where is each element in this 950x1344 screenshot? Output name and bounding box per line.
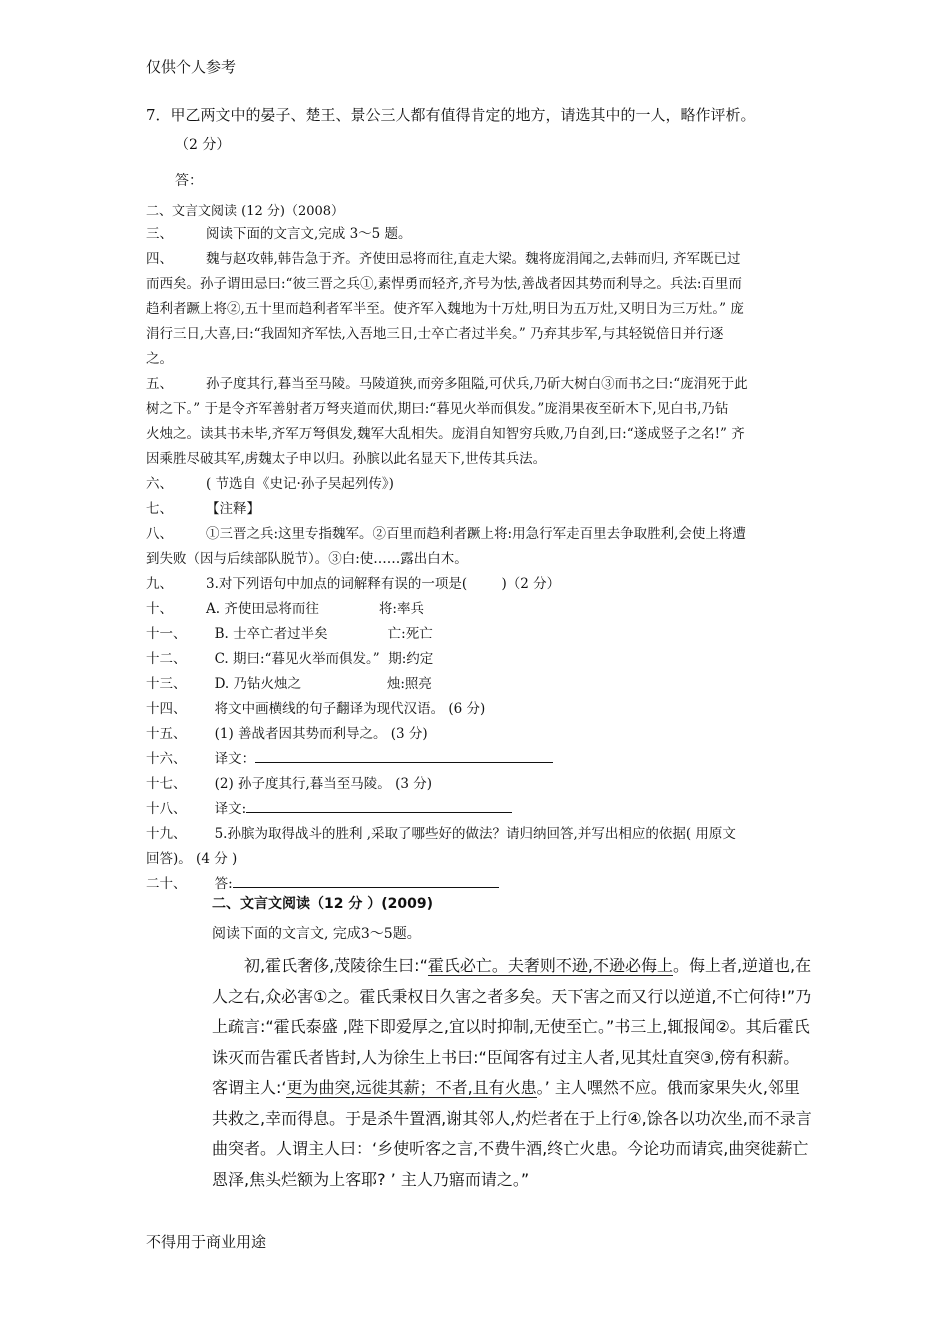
numbered-line bbox=[146, 597, 812, 622]
underlined-sentence: 更为曲突,远徙其薪；不者,且有火患 bbox=[286, 1078, 537, 1097]
line-number: 十五、 bbox=[146, 726, 187, 742]
line-number: 十三、 bbox=[146, 676, 187, 692]
numbered-line bbox=[146, 697, 812, 722]
line-continuation: 而西矣。孙子谓田忌曰:“彼三晋之兵①,素悍勇而轻齐,齐号为怯,善战者因其势而利导之。兵法:百里而 bbox=[146, 276, 742, 292]
numbered-line bbox=[146, 222, 812, 247]
question-7: 7．甲乙两文中的晏子、楚王、景公三人都有值得肯定的地方，请选其中的一人，略作评析。 bbox=[146, 106, 756, 124]
numbered-line bbox=[146, 797, 812, 822]
numbered-line bbox=[146, 647, 812, 672]
line-text: 将文中画横线的句子翻译为现代汉语。 (6 分) bbox=[206, 701, 486, 717]
line-text: 5.孙膑为取得战斗的胜利 ,采取了哪些好的做法？请归纳回答,并写出相应的依据( 用原文 bbox=[206, 826, 736, 842]
line-number: 十四、 bbox=[146, 701, 187, 717]
line-text: ①三晋之兵:这里专指魏军。②百里而趋利者蹶上将:用急行军走百里去争取胜利,会使上将遭 bbox=[206, 526, 746, 542]
passage-text: 。侮上者,逆道也,在人之右,众必害①之。霍氏秉权日久害之者多矣。天下害之而又行以逆道,不亡何待!”乃上疏言:“霍氏泰盛 ,陛下即爱厚之,宜以时抑制,无使至亡。”书三上,辄报闻②。其后霍氏诛灭而告霍氏者皆封,人为徐生上书曰:“臣闻客有过主人者,见其灶直突③,傍有积薪。客谓主人:‘ bbox=[212, 956, 812, 1097]
answer-blank[interactable] bbox=[255, 748, 553, 763]
underlined-sentence: 霍氏必亡。夫奢则不逊,不逊必侮上 bbox=[427, 956, 673, 975]
line-continuation: 之。 bbox=[146, 351, 173, 367]
passage-text: 。’ 主人嘿然不应。俄而家果失火,邻里共救之,幸而得息。于是杀牛置酒,谢其邻人,灼烂者在于上行④,馀各以功次坐,而不录言曲突者。人谓主人曰：‘乡使听客之言,不费牛酒,终亡火患。今论功而请宾,曲突徙薪亡恩泽,焦头烂额为上客耶? ’ 主人乃寤而请之。” bbox=[212, 1078, 812, 1189]
line-number: 三、 bbox=[146, 226, 173, 242]
numbered-line bbox=[146, 747, 812, 772]
line-number: 十、 bbox=[146, 601, 173, 617]
line-text: 答: bbox=[206, 872, 812, 897]
line-continuation: 树之下。” 于是令齐军善射者万弩夹道而伏,期曰:“暮见火举而俱发。”庞涓果夜至斫木下,见白书,乃钻 bbox=[146, 401, 729, 417]
line-text: (2) 孙子度其行,暮当至马陵。 (3 分) bbox=[206, 776, 432, 792]
question-7-score: （2 分） bbox=[175, 137, 231, 153]
line-continuation: 趋利者蹶上将②,五十里而趋利者军半至。使齐军入魏地为十万灶,明日为五万灶,又明日为三万灶。” 庞 bbox=[146, 301, 744, 317]
line-number: 六、 bbox=[146, 476, 173, 492]
page-header: 仅供个人参考 bbox=[146, 58, 237, 76]
line-continuation: 涓行三日,大喜,曰:“我固知齐军怯,入吾地三日,士卒亡者过半矣。” 乃弃其步军,与其轻锐倍日并行逐 bbox=[146, 326, 724, 342]
passage-text: 初,霍氏奢侈,茂陵徐生曰:“ bbox=[244, 956, 428, 975]
line-number: 十九、 bbox=[146, 826, 187, 842]
line-number: 五、 bbox=[146, 376, 173, 392]
section-2008-body bbox=[146, 222, 812, 897]
line-text: ( 节选自《史记·孙子吴起列传》) bbox=[206, 476, 394, 492]
line-number: 十六、 bbox=[146, 751, 187, 767]
line-number: 十一、 bbox=[146, 626, 187, 642]
numbered-line bbox=[146, 772, 812, 797]
line-text: 【注释】 bbox=[206, 501, 260, 517]
numbered-line bbox=[146, 472, 812, 497]
section-2009-intro: 阅读下面的文言文, 完成3～5题。 bbox=[212, 926, 421, 942]
answer-blank[interactable] bbox=[246, 798, 512, 813]
numbered-line bbox=[146, 622, 812, 647]
line-continuation: 到失败（因与后续部队脱节）。③白:使……露出白木。 bbox=[146, 551, 468, 567]
section-2008-title: 二、文言文阅读 (12 分)（2008） bbox=[146, 204, 345, 219]
numbered-line bbox=[146, 822, 812, 847]
numbered-line bbox=[146, 522, 812, 547]
line-text: 译文： bbox=[206, 747, 812, 772]
line-text: B. 士卒亡者过半矣 亡:死亡 bbox=[206, 626, 433, 642]
line-number: 十八、 bbox=[146, 801, 187, 817]
line-text: 阅读下面的文言文,完成 3～5 题。 bbox=[206, 226, 412, 242]
line-number: 四、 bbox=[146, 251, 173, 267]
line-number: 二十、 bbox=[146, 876, 187, 892]
line-text: 3.对下列语句中加点的词解释有误的一项是( )（2 分） bbox=[206, 576, 561, 592]
numbered-line bbox=[146, 497, 812, 522]
line-number: 七、 bbox=[146, 501, 173, 517]
line-number: 十二、 bbox=[146, 651, 187, 667]
line-text: C. 期曰:“暮见火举而俱发。” 期:约定 bbox=[206, 651, 434, 667]
numbered-line bbox=[146, 722, 812, 747]
line-continuation: 回答)。 (4 分 ) bbox=[146, 851, 238, 867]
line-text: D. 乃钻火烛之 烛:照亮 bbox=[206, 676, 432, 692]
line-number: 十七、 bbox=[146, 776, 187, 792]
line-number: 八、 bbox=[146, 526, 173, 542]
page-footer: 不得用于商业用途 bbox=[146, 1233, 267, 1251]
line-text: 魏与赵攻韩,韩告急于齐。齐使田忌将而往,直走大梁。魏将庞涓闻之,去韩而归, 齐军既已过 bbox=[206, 251, 741, 267]
answer-blank[interactable] bbox=[233, 873, 499, 888]
numbered-line bbox=[146, 572, 812, 597]
section-2009-passage bbox=[212, 951, 812, 1195]
section-2009 bbox=[212, 893, 812, 1195]
numbered-line bbox=[146, 247, 812, 272]
numbered-line bbox=[146, 372, 812, 397]
line-text: 译文: bbox=[206, 797, 812, 822]
section-2009-title: 二、文言文阅读（12 分 ）(2009) bbox=[212, 896, 433, 912]
question-7-answer: 答： bbox=[175, 173, 203, 189]
line-text: A. 齐使田忌将而往 将:率兵 bbox=[206, 601, 424, 617]
line-number: 九、 bbox=[146, 576, 173, 592]
numbered-line bbox=[146, 672, 812, 697]
line-text: (1) 善战者因其势而利导之。 (3 分) bbox=[206, 726, 428, 742]
line-continuation: 因乘胜尽破其军,虏魏太子申以归。孙膑以此名显天下,世传其兵法。 bbox=[146, 451, 547, 467]
line-continuation: 火烛之。读其书未毕,齐军万弩俱发,魏军大乱相失。庞涓自知智穷兵败,乃自刭,曰:“遂成竖子之名!” 齐 bbox=[146, 426, 745, 442]
line-text: 孙子度其行,暮当至马陵。马陵道狭,而旁多阻隘,可伏兵,乃斫大树白③而书之曰:“庞涓死于此 bbox=[206, 376, 748, 392]
